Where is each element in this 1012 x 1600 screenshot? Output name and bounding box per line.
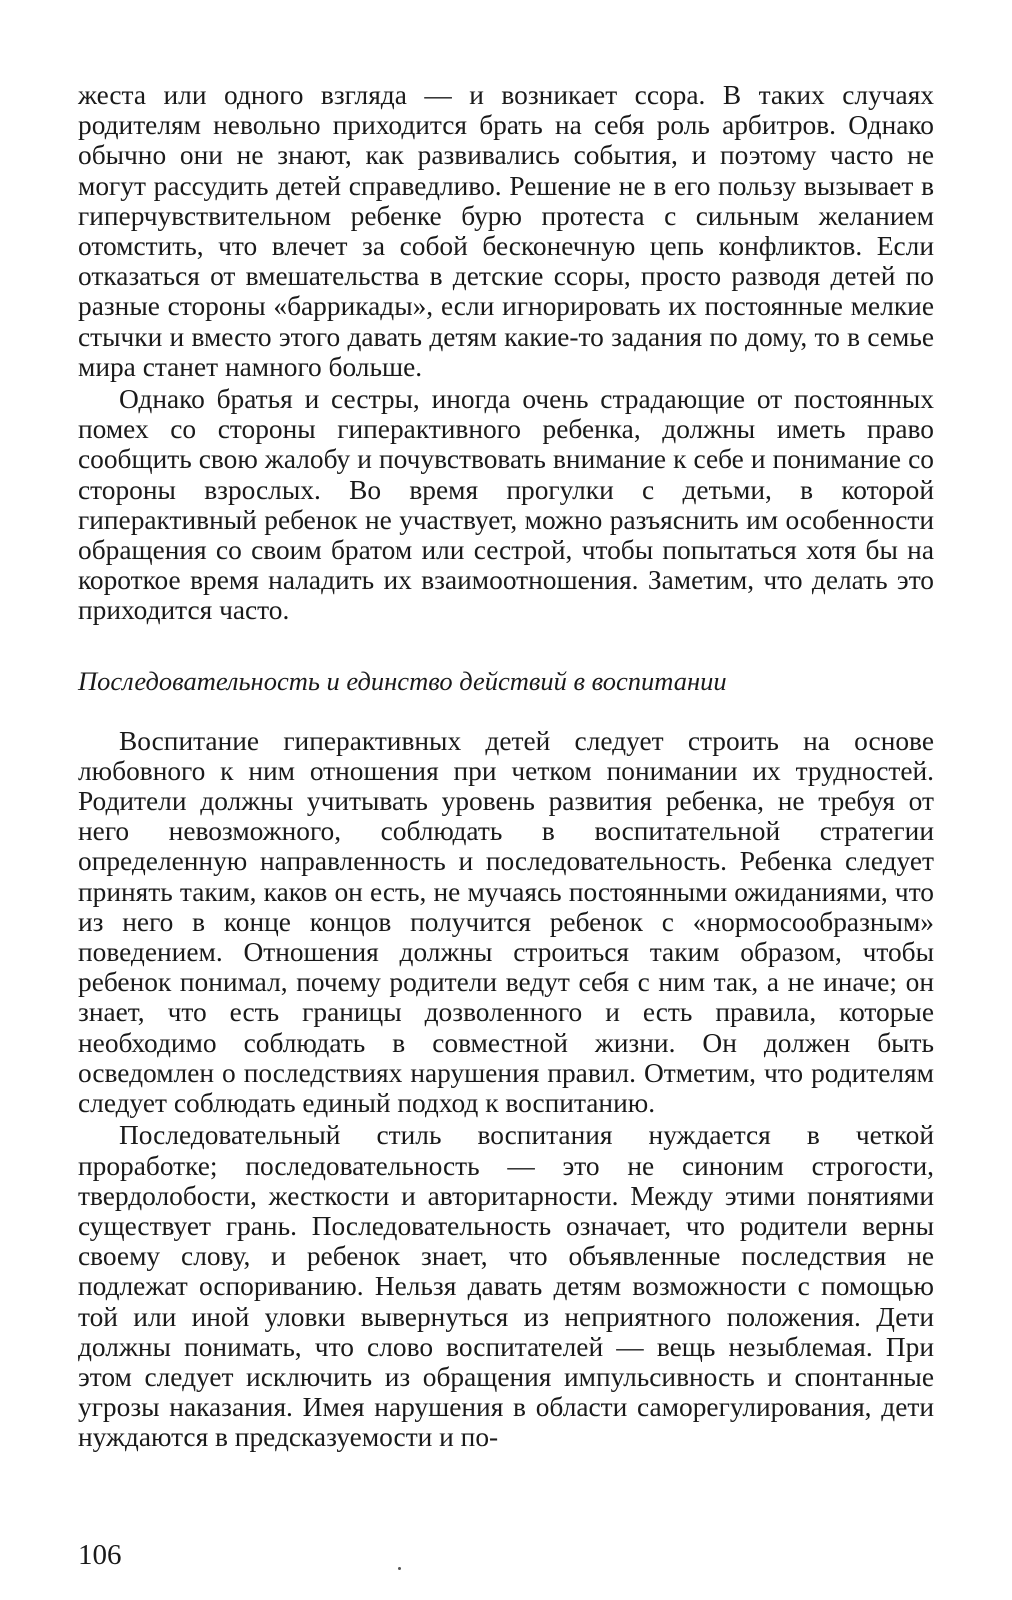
paragraph-consistency: Последовательный стиль воспитания нуждается в четкой проработке; последовательность — это не синоним строгости, твердолобости, жесткости и авторитарности. Между этими понятиями существует грань. Последовательность означает, что родители верны своему слову, и ребенок знает, что объявленные последствия не подлежат оспориванию. Нельзя давать детям возможности с помощью той или иной уловки вывернуться из неприятного положения. Дети должны понимать, что слово воспитателей — вещь незыблемая. При этом следует исключить из обращения импульсивность и спонтанные угрозы наказания. Имея нарушения в области саморегулирования, дети нуждаются в предсказуемости и по- [78, 1120, 934, 1453]
paragraph-upbringing: Воспитание гиперактивных детей следует строить на основе любовного к ним отношения при четком понимании их трудностей. Родители должны учитывать уровень развития ребенка, не требуя от него невозможного, соблюдать в воспитательной стратегии определенную направленность и последовательность. Ребенка следует принять таким, каков он есть, не мучаясь постоянными ожиданиями, что из него в конце концов получится ребенок с «нормосообразным» поведением. Отношения должны строиться таким образом, чтобы ребенок понимал, почему родители ведут себя с ним так, а не иначе; он знает, что есть границы дозволенного и есть правила, которые необходимо соблюдать в совместной жизни. Он должен быть осведомлен о последствиях нарушения правил. Отметим, что родителям следует соблюдать единый подход к воспитанию. [78, 725, 934, 1119]
page-number: 106 [78, 1539, 122, 1571]
scan-speck [398, 1567, 401, 1570]
section-heading: Последовательность и единство действий в воспитании [78, 665, 727, 696]
paragraph-siblings: Однако братья и сестры, иногда очень страдающие от постоянных помех со стороны гиперактивного ребенка, должны иметь право сообщить свою жалобу и почувствовать внимание к себе и понимание со стороны взрослых. Во время прогулки с детьми, в которой гиперактивный ребенок не участвует, можно разъяснить им особенности обращения со своим братом или сестрой, чтобы попытаться хотя бы на короткое время наладить их взаимоотношения. Заметим, что делать это приходится часто. [78, 384, 934, 626]
page-body [78, 80, 934, 1453]
paragraph-continued: жеста или одного взгляда — и возникает ссора. В таких случаях родителям невольно приходится брать на себя роль арбитров. Однако обычно они не знают, как развивались события, и поэтому часто не могут рассудить детей справедливо. Решение не в его пользу вызывает в гиперчувствительном ребенке бурю протеста с сильным желанием отомстить, что влечет за собой бесконечную цепь конфликтов. Если отказаться от вмешательства в детские ссоры, просто разводя детей по разные стороны «баррикады», если игнорировать их постоянные мелкие стычки и вместо этого давать детям какие-то задания по дому, то в семье мира станет намного больше. [78, 80, 934, 382]
